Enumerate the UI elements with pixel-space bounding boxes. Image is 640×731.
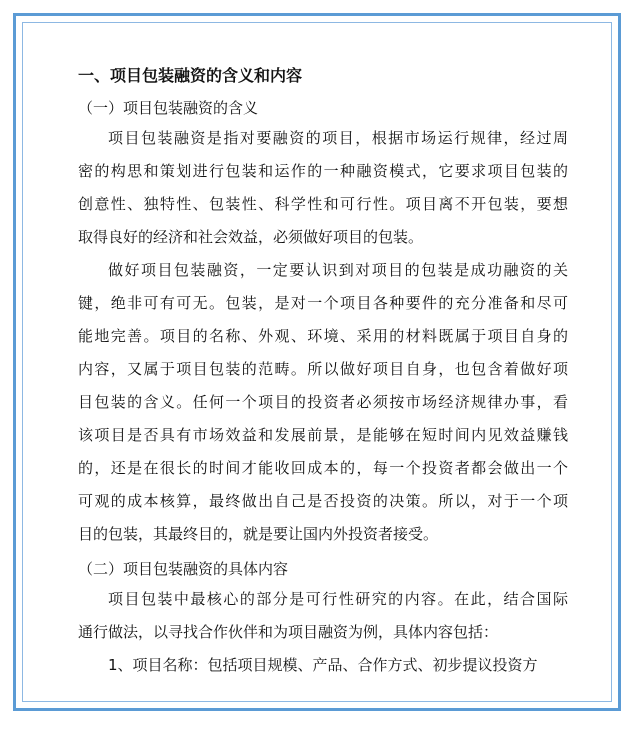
paragraph-line: 取得良好的经济和社会效益，必须做好项目的包装。 (78, 228, 424, 246)
subheading-contents: （二）项目包装融资的具体内容 (78, 560, 289, 578)
paragraph-line: 的，还是在很长的时间才能收回成本的，每一个投资者都会做出一个 (78, 459, 568, 477)
paragraph-3 (78, 583, 568, 649)
paragraph-line: 创意性、独特性、包装性、科学性和可行性。项目离不开包装，要想 (78, 195, 568, 213)
paragraph-line: 目包装的含义。任何一个项目的投资者必须按市场经济规律办事，看 (78, 393, 568, 411)
paragraph-line: 通行做法，以寻找合作伙伴和为项目融资为例，具体内容包括： (78, 623, 499, 641)
section-heading: 一、项目包装融资的含义和内容 (78, 66, 303, 85)
paragraph-line: 能地完善。项目的名称、外观、环境、采用的材料既属于项目自身的 (78, 327, 568, 345)
paragraph-2 (78, 254, 568, 551)
paragraph-line: 该项目是否具有市场效益和发展前景，是能够在短时间内见效益赚钱 (78, 426, 568, 444)
paragraph-line: 1、项目名称：包括项目规模、产品、合作方式、初步提议投资方 (108, 656, 538, 674)
subheading-meaning: （一）项目包装融资的含义 (78, 99, 259, 117)
paragraph-1 (78, 122, 568, 254)
paragraph-line: 密的构思和策划进行包装和运作的一种融资模式，它要求项目包装的 (78, 162, 568, 180)
paragraph-line: 做好项目包装融资，一定要认识到对项目的包装是成功融资的关 (108, 261, 568, 279)
paragraph-line: 可观的成本核算，最终做出自己是否投资的决策。所以，对于一个项 (78, 492, 568, 510)
paragraph-line: 键，绝非可有可无。包装，是对一个项目各种要件的充分准备和尽可 (78, 294, 568, 312)
document-content (78, 62, 568, 682)
paragraph-line: 项目包装中最核心的部分是可行性研究的内容。在此，结合国际 (108, 590, 568, 608)
paragraph-line: 目的包装，其最终目的，就是要让国内外投资者接受。 (78, 525, 439, 543)
paragraph-line: 项目包装融资是指对要融资的项目，根据市场运行规律，经过周 (108, 129, 568, 147)
paragraph-line: 内容，又属于项目包装的范畴。所以做好项目自身，也包含着做好项 (78, 360, 568, 378)
paragraph-4 (78, 649, 568, 682)
